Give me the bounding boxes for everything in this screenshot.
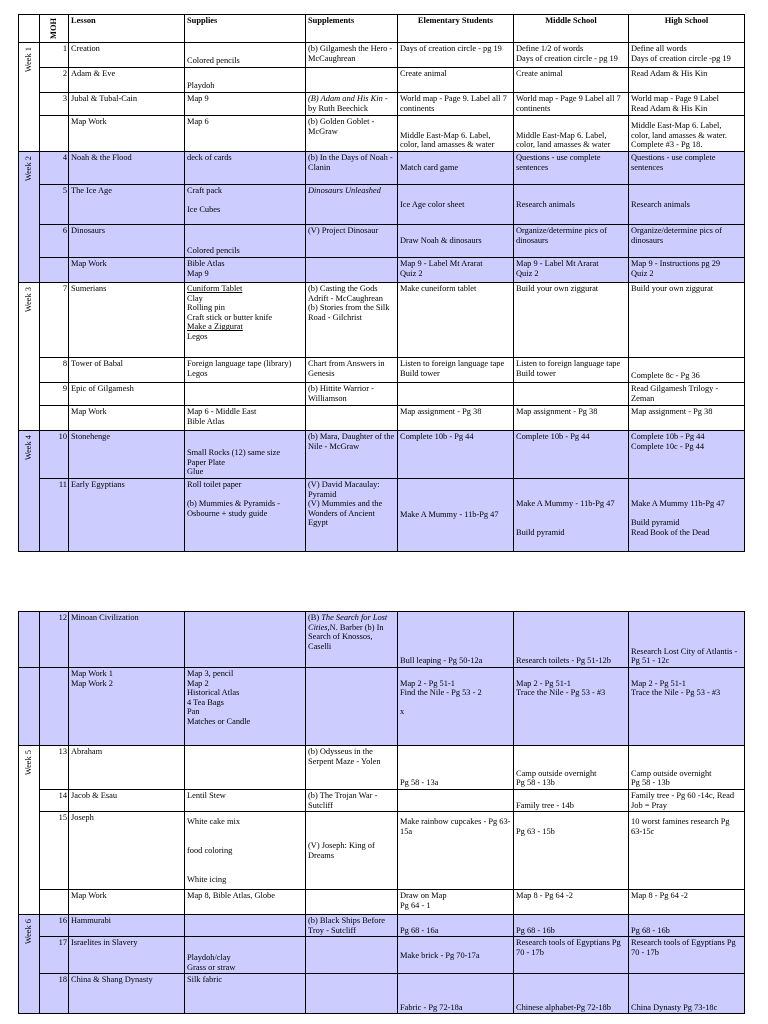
lesson-number: 17 — [40, 937, 69, 974]
middle-cell — [514, 257, 629, 282]
table-row — [19, 92, 745, 115]
lesson-cell: Creation — [69, 42, 185, 67]
middle-school-header: Middle School — [514, 15, 629, 43]
lesson-number: 6 — [40, 224, 69, 257]
supply-item: Small Rocks (12) same size — [187, 448, 281, 458]
middle-cell: Organize/determine pics of dinosaurs — [514, 224, 629, 257]
supplement-text: (V) David Macaulay: Pyramid — [308, 479, 380, 499]
supplies-cell — [185, 668, 306, 746]
supply-item: Matches or Candle — [187, 716, 251, 726]
supplement-title: The Search for Lost Cities — [308, 613, 388, 632]
high-cell — [629, 812, 745, 890]
high-cell — [629, 746, 745, 790]
supplement-text: ,N. Barber (b) In Search of Knossos, Caselli — [308, 622, 384, 651]
supplements-cell: (b) The Trojan War - Sutcliff — [306, 790, 398, 812]
elementary-cell: World map - Page 9. Label all 7 continents — [398, 92, 514, 115]
week-label: Week 1 — [19, 42, 40, 151]
supplies-cell — [185, 612, 306, 668]
middle-line: Days of creation circle - pg 19 — [516, 53, 618, 63]
lesson-number: 8 — [40, 357, 69, 382]
lesson-number: 13 — [40, 746, 69, 790]
high-cell: Middle East-Map 6. Label, color, land amasses & water. Complete #3 - Pg 18. — [629, 115, 745, 151]
table-row — [19, 224, 745, 257]
supplements-cell: (b) Odysseus in the Serpent Maze - Yolen — [306, 746, 398, 790]
middle-cell: Complete 10b - Pg 44 — [514, 430, 629, 478]
supplements-cell — [306, 282, 398, 357]
table-row — [19, 151, 745, 184]
supplements-cell — [306, 974, 398, 1014]
elementary-cell — [398, 790, 514, 812]
supplies-cell — [185, 382, 306, 405]
lesson-cell: Stonehenge — [69, 430, 185, 478]
elementary-cell: Make cuneiform tablet — [398, 282, 514, 357]
table-row — [19, 746, 745, 790]
elementary-cell: Bull leaping - Pg 50-12a — [398, 612, 514, 668]
supplies-cell: Silk fabric — [185, 974, 306, 1014]
lesson-cell: Abraham — [69, 746, 185, 790]
middle-cell: Middle East-Map 6. Label, color, land amasses & water — [514, 115, 629, 151]
table-row — [19, 890, 745, 915]
high-line: Complete 10b - Pg 44 — [631, 431, 705, 441]
middle-cell: Chinese alphabet-Pg 72-18b — [514, 974, 629, 1014]
supply-item: Rolling pin — [187, 303, 225, 313]
elementary-line: Listen to foreign language tape — [400, 358, 505, 368]
middle-line: Camp outside overnight — [516, 768, 597, 778]
table-row — [19, 257, 745, 282]
elementary-line: Draw on Map — [400, 891, 447, 901]
elementary-cell: Map assignment - Pg 38 — [398, 405, 514, 430]
elementary-line: Quiz 2 — [400, 268, 423, 278]
high-line: Trace the Nile - Pg 53 - #3 — [631, 688, 721, 698]
middle-cell — [514, 746, 629, 790]
moh-header: MOH — [40, 15, 69, 43]
supply-item: Grass or straw — [187, 962, 236, 972]
high-cell: Family tree - Pg 60 -14c, Read Job = Pray — [629, 790, 745, 812]
middle-line: Define 1/2 of words — [516, 43, 584, 53]
lesson-number: 11 — [40, 478, 69, 551]
lesson-cell: Israelites in Slavery — [69, 937, 185, 974]
middle-cell: Pg 68 - 16b — [514, 915, 629, 937]
middle-line: Map 9 - Label Mt Ararat — [516, 258, 599, 268]
supplies-cell: Map 6 — [185, 115, 306, 151]
week-label: Week 6 — [19, 915, 40, 1014]
supplies-cell — [185, 430, 306, 478]
lesson-number: 12 — [40, 612, 69, 668]
supplements-cell: (b) Black Ships Before Troy - Sutcliff — [306, 915, 398, 937]
elementary-line: Make rainbow cupcakes - Pg 63-15a — [400, 817, 511, 836]
high-cell: Map 8 - Pg 64 -2 — [629, 890, 745, 915]
lesson-cell: China & Shang Dynasty — [69, 974, 185, 1014]
week-header-blank — [19, 15, 40, 43]
lesson-number — [40, 890, 69, 915]
elementary-cell — [398, 257, 514, 282]
table-row — [19, 184, 745, 224]
elementary-cell: Pg 58 - 13a — [398, 746, 514, 790]
lesson-cell: Jacob & Esau — [69, 790, 185, 812]
middle-cell — [514, 812, 629, 890]
supplies-cell: Map 9 — [185, 92, 306, 115]
supply-item: Bible Atlas — [187, 416, 225, 426]
table-row — [19, 937, 745, 974]
supplies-cell: deck of cards — [185, 151, 306, 184]
lesson-number: 14 — [40, 790, 69, 812]
middle-cell: Research tools of Egyptians Pg 70 - 17b — [514, 937, 629, 974]
elementary-cell: Fabric - Pg 72-18a — [398, 974, 514, 1014]
table-row — [19, 42, 745, 67]
lesson-cell: Hammurabi — [69, 915, 185, 937]
middle-line: Quiz 2 — [516, 268, 539, 278]
supplies-cell: Lentil Stew — [185, 790, 306, 812]
elementary-cell — [398, 812, 514, 890]
supplements-cell: (b) Golden Goblet - McGraw — [306, 115, 398, 151]
elementary-cell: Middle East-Map 6. Label, color, land amasses & water — [398, 115, 514, 151]
lesson-cell: Minoan Civilization — [69, 612, 185, 668]
elementary-header: Elementary Students — [398, 15, 514, 43]
table-row — [19, 478, 745, 551]
supply-item: Map 6 - Middle East — [187, 406, 257, 416]
middle-cell: Map assignment - Pg 38 — [514, 405, 629, 430]
high-cell — [629, 257, 745, 282]
elementary-cell — [398, 890, 514, 915]
supply-item: Craft stick or butter knife — [187, 312, 273, 322]
lesson-cell: Adam & Eve — [69, 67, 185, 92]
supplies-cell — [185, 357, 306, 382]
supply-heading: Make a Ziggurat — [187, 322, 243, 332]
supplement-text: (b) Casting the Gods Adrift - McCaughrean — [308, 283, 383, 303]
supplements-cell: (b) Gilgamesh the Hero - McCaughrean — [306, 42, 398, 67]
high-school-header: High School — [629, 15, 745, 43]
supplies-cell — [185, 405, 306, 430]
middle-line: Pg 58 - 13b — [516, 778, 555, 788]
supply-item: Map 2 — [187, 678, 209, 688]
middle-cell — [514, 382, 629, 405]
supplements-cell — [306, 184, 398, 224]
middle-cell — [514, 478, 629, 551]
middle-cell: Questions - use complete sentences — [514, 151, 629, 184]
supply-item: Map 3, pencil — [187, 669, 234, 678]
elementary-cell: Match card game — [398, 151, 514, 184]
high-line: Read Book of the Dead — [631, 527, 710, 537]
elementary-line: Pg 64 - 1 — [400, 900, 431, 910]
supplements-cell — [306, 937, 398, 974]
table-row — [19, 974, 745, 1014]
table-row — [19, 67, 745, 92]
high-cell: Read Gilgamesh Trilogy - Zeman — [629, 382, 745, 405]
table-row — [19, 382, 745, 405]
lesson-number: 2 — [40, 67, 69, 92]
lesson-plan-table-part-2 — [18, 611, 745, 1014]
supply-item: Map 9 — [187, 268, 209, 278]
middle-line: Pg 63 - 15b — [516, 826, 555, 836]
high-cell — [629, 430, 745, 478]
supplements-cell — [306, 890, 398, 915]
lesson-cell: Jubal & Tubal-Cain — [69, 92, 185, 115]
lesson-cell: Map Work — [69, 115, 185, 151]
supplement-text: (V) Mummies and the Wonders of Ancient Egypt — [308, 499, 383, 528]
high-line: 10 worst famines research Pg 63-15c — [631, 817, 730, 836]
high-cell: Research Lost City of Atlantis - Pg 51 - 12c — [629, 612, 745, 668]
elementary-cell — [398, 668, 514, 746]
elementary-line: Build tower — [400, 368, 440, 378]
high-cell — [629, 478, 745, 551]
high-line: Camp outside overnight — [631, 768, 712, 778]
lesson-number: 3 — [40, 92, 69, 115]
supplies-cell: Map 8, Bible Atlas, Globe — [185, 890, 306, 915]
lesson-header: Lesson — [69, 15, 185, 43]
high-line: Days of creation circle -pg 19 — [631, 53, 731, 63]
lesson-cell: Map Work — [69, 890, 185, 915]
table-row — [19, 430, 745, 478]
middle-cell — [514, 42, 629, 67]
supplement-text: (B) — [308, 613, 322, 622]
supplements-cell — [306, 257, 398, 282]
supplies-cell — [185, 257, 306, 282]
middle-cell: World map - Page 9 Label all 7 continents — [514, 92, 629, 115]
supplements-cell: (V) Joseph: King of Dreams — [306, 812, 398, 890]
lesson-cell — [69, 668, 185, 746]
high-cell: Research tools of Egyptians Pg 70 - 17b — [629, 937, 745, 974]
middle-cell: Build your own ziggurat — [514, 282, 629, 357]
week-label: Week 5 — [19, 746, 40, 915]
lesson-number: 7 — [40, 282, 69, 357]
elementary-line: Find the Nile - Pg 53 - 2 — [400, 688, 482, 698]
lesson-number: 5 — [40, 184, 69, 224]
lesson-cell: Map Work — [69, 405, 185, 430]
middle-cell: Research toilets - Pg 51-12b — [514, 612, 629, 668]
lesson-number — [40, 257, 69, 282]
lesson-number — [40, 668, 69, 746]
supply-item: Historical Atlas — [187, 688, 240, 698]
high-cell — [629, 92, 745, 115]
supplement-text: (b) Stories from the Silk Road - Gilchrist — [308, 303, 390, 322]
supply-item: White icing — [187, 874, 227, 884]
elementary-cell — [398, 382, 514, 405]
week-label-blank — [19, 612, 40, 668]
high-cell: Read Adam & His Kin — [629, 67, 745, 92]
table-row — [19, 115, 745, 151]
elementary-cell: Pg 68 - 16a — [398, 915, 514, 937]
middle-cell: Map 8 - Pg 64 -2 — [514, 890, 629, 915]
supplements-header: Supplements — [306, 15, 398, 43]
lesson-number — [40, 115, 69, 151]
supply-item: Legos — [187, 368, 208, 378]
supplements-cell: (b) Mara, Daughter of the Nile - McGraw — [306, 430, 398, 478]
supplements-cell — [306, 405, 398, 430]
lesson-cell: Epic of Gilgamesh — [69, 382, 185, 405]
high-cell: Pg 68 - 16b — [629, 915, 745, 937]
supplements-cell — [306, 478, 398, 551]
middle-line: Build tower — [516, 368, 556, 378]
high-line: Read Adam & His Kin — [631, 103, 708, 113]
supply-item: Craft pack — [187, 185, 223, 195]
week-label: Week 3 — [19, 282, 40, 430]
high-cell: Research animals — [629, 184, 745, 224]
lesson-cell: Sumerians — [69, 282, 185, 357]
high-cell: China Dynasty Pg 73-18c — [629, 974, 745, 1014]
supplies-cell — [185, 915, 306, 937]
supply-item: Clay — [187, 293, 203, 303]
supply-item: Playdoh/clay — [187, 953, 231, 963]
table-row — [19, 357, 745, 382]
lesson-number: 4 — [40, 151, 69, 184]
lesson-number: 18 — [40, 974, 69, 1014]
lesson-cell: Map Work — [69, 257, 185, 282]
elementary-cell: Create animal — [398, 67, 514, 92]
supplements-cell — [306, 92, 398, 115]
middle-cell — [514, 668, 629, 746]
table-row — [19, 668, 745, 746]
lesson-line: Map Work 1 — [71, 669, 113, 678]
supply-item: White cake mix — [187, 817, 241, 827]
supplements-cell: (b) In the Days of Noah - Clanin — [306, 151, 398, 184]
supplies-cell — [185, 478, 306, 551]
supplies-cell — [185, 937, 306, 974]
table-row — [19, 612, 745, 668]
table-row — [19, 790, 745, 812]
high-line: Map 2 - Pg 51-1 — [631, 678, 686, 688]
supplies-cell — [185, 746, 306, 790]
table-row — [19, 915, 745, 937]
middle-cell: Research animals — [514, 184, 629, 224]
supply-item: Ice Cubes — [187, 205, 221, 215]
supplement-title: Adam and His Kin — [320, 93, 383, 103]
high-cell — [629, 42, 745, 67]
supply-item: Foreign language tape (library) — [187, 358, 292, 368]
lesson-number: 15 — [40, 812, 69, 890]
week-label-blank — [19, 668, 40, 746]
lesson-line: Map Work 2 — [71, 678, 113, 688]
elementary-line: x — [400, 707, 405, 717]
high-cell: Map assignment - Pg 38 — [629, 405, 745, 430]
middle-line: Make A Mummy - 11b-Pg 47 — [516, 499, 615, 509]
supplements-cell: Chart from Answers in Genesis — [306, 357, 398, 382]
table-row — [19, 812, 745, 890]
high-cell: Questions - use complete sentences — [629, 151, 745, 184]
supply-item: food coloring — [187, 845, 233, 855]
lesson-number: 9 — [40, 382, 69, 405]
middle-cell: Create animal — [514, 67, 629, 92]
high-line: Complete 10c - Pg 44 — [631, 441, 705, 451]
supply-item: Legos — [187, 331, 208, 341]
high-line: Map 9 - Instructions pg 29 — [631, 258, 721, 268]
lesson-number — [40, 405, 69, 430]
supplies-cell — [185, 184, 306, 224]
supplement-text: (B) — [308, 93, 321, 103]
high-cell — [629, 668, 745, 746]
supplies-cell: Colored pencils — [185, 42, 306, 67]
high-line: Pg 58 - 13b — [631, 778, 670, 788]
high-line: Quiz 2 — [631, 268, 654, 278]
lesson-number: 16 — [40, 915, 69, 937]
high-cell: Build your own ziggurat — [629, 282, 745, 357]
supplements-cell — [306, 612, 398, 668]
supplements-cell: (b) Hittite Warrior - Williamson — [306, 382, 398, 405]
supply-item: Glue — [187, 467, 204, 477]
supplies-cell: Colored pencils — [185, 224, 306, 257]
lesson-plan-table-part-1 — [18, 14, 745, 552]
high-line: Make A Mummy 11b-Pg 47 — [631, 499, 725, 509]
high-line: Define all words — [631, 43, 687, 53]
supplements-cell: (V) Project Dinosaur — [306, 224, 398, 257]
supplements-cell — [306, 668, 398, 746]
supply-item: (b) Mummies & Pyramids - Osbourne + study guide — [187, 499, 281, 518]
supplement-title: Dinosaurs Unleashed — [308, 185, 381, 195]
week-label: Week 4 — [19, 430, 40, 551]
elementary-cell — [398, 357, 514, 382]
elementary-line: Map 2 - Pg 51-1 — [400, 678, 455, 688]
supply-item: Bible Atlas — [187, 258, 225, 268]
supplement-text: - by Ruth Beechick — [308, 93, 388, 113]
supply-item: Paper Plate — [187, 457, 225, 467]
lesson-number: 1 — [40, 42, 69, 67]
elementary-cell: Make A Mummy - 11b-Pg 47 — [398, 478, 514, 551]
supply-item: 4 Tea Bags — [187, 697, 224, 707]
supplies-cell — [185, 282, 306, 357]
supply-item: Pan — [187, 707, 200, 717]
supplies-header: Supplies — [185, 15, 306, 43]
elementary-line: Map 9 - Label Mt Ararat — [400, 258, 483, 268]
lesson-cell: The Ice Age — [69, 184, 185, 224]
supplies-cell: Playdoh — [185, 67, 306, 92]
week-label: Week 2 — [19, 151, 40, 282]
table-row — [19, 282, 745, 357]
high-cell: Complete 8c - Pg 36 — [629, 357, 745, 382]
lesson-number: 10 — [40, 430, 69, 478]
middle-line: Listen to foreign language tape — [516, 358, 621, 368]
lesson-cell: Tower of Babal — [69, 357, 185, 382]
high-cell: Organize/determine pics of dinosaurs — [629, 224, 745, 257]
elementary-cell: Make brick - Pg 70-17a — [398, 937, 514, 974]
lesson-cell: Dinosaurs — [69, 224, 185, 257]
elementary-cell: Ice Age color sheet — [398, 184, 514, 224]
table-row — [19, 405, 745, 430]
elementary-cell: Draw Noah & dinosaurs — [398, 224, 514, 257]
supplements-cell — [306, 67, 398, 92]
elementary-cell: Complete 10b - Pg 44 — [398, 430, 514, 478]
middle-line: Build pyramid — [516, 527, 565, 537]
supply-item: Roll toilet paper — [187, 479, 242, 489]
middle-line: Trace the Nile - Pg 53 - #3 — [516, 688, 606, 698]
high-line: Build pyramid — [631, 518, 680, 528]
lesson-cell: Joseph — [69, 812, 185, 890]
middle-cell: Family tree - 14b — [514, 790, 629, 812]
lesson-cell: Early Egyptians — [69, 478, 185, 551]
middle-line: Map 2 - Pg 51-1 — [516, 678, 571, 688]
supply-heading: Cuniform Tablet — [187, 283, 243, 293]
lesson-cell: Noah & the Flood — [69, 151, 185, 184]
middle-cell — [514, 357, 629, 382]
supplies-cell — [185, 812, 306, 890]
high-line: World map - Page 9 Label — [631, 93, 719, 103]
elementary-cell: Days of creation circle - pg 19 — [398, 42, 514, 67]
